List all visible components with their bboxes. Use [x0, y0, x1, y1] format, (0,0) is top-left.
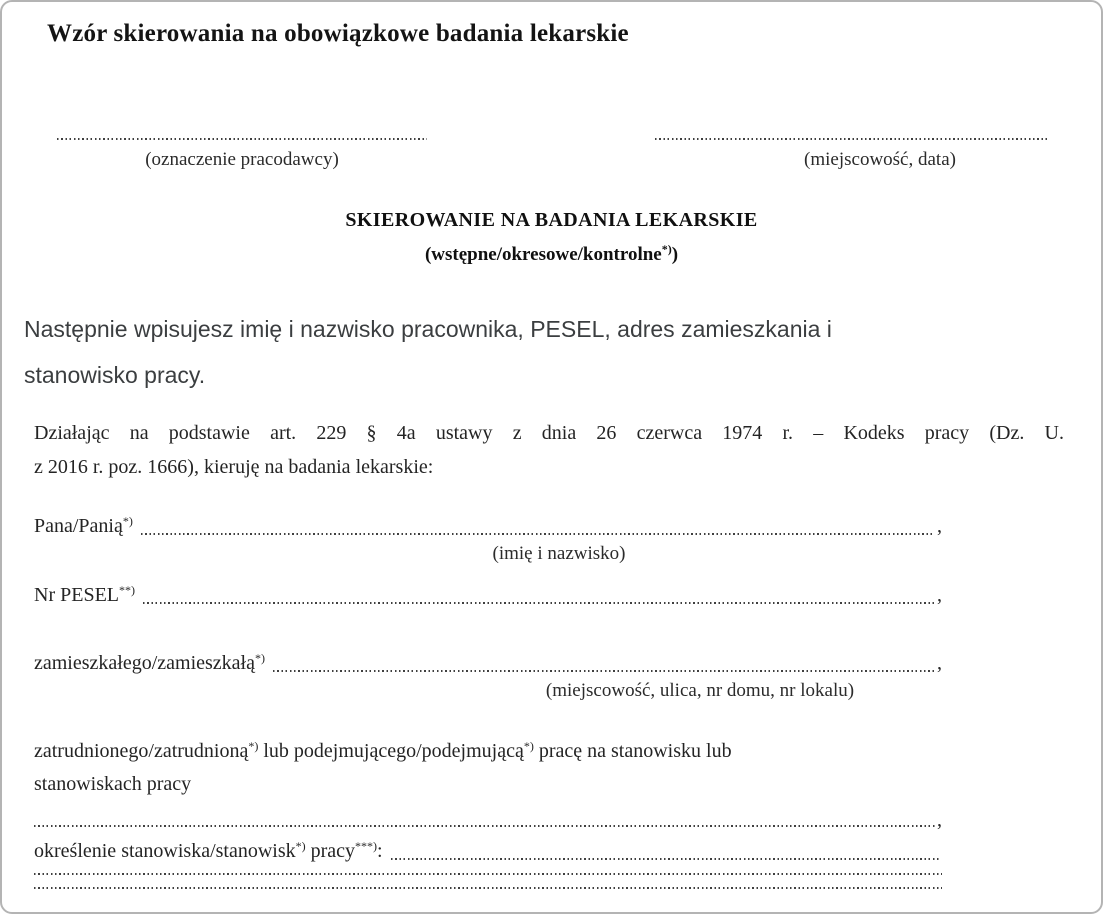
pesel-field-label: Nr PESEL**): [34, 583, 135, 606]
name-dotted-line: [141, 533, 935, 535]
header-fields-row: [57, 138, 1101, 173]
legal-basis-line1: Działając na podstawie art. 229 § 4a ustawy z dnia 26 czerwca 1974 r. – Kodeks pracy (Dz. U.: [34, 422, 1064, 444]
address-dotted-line: [273, 670, 935, 672]
name-trailing-comma: ,: [937, 515, 942, 537]
article-note-line1: Następnie wpisujesz imię i nazwisko pracownika, PESEL, adres zamieszkania i: [24, 316, 832, 342]
form-subheading-footnote-mark: *): [661, 242, 672, 256]
scan-form-section: [2, 416, 1101, 895]
article-note: [2, 306, 1101, 398]
address-field-label: zamieszkałego/zamieszkałą*): [34, 651, 265, 674]
address-trailing-comma: ,: [937, 652, 942, 674]
form-fields: [34, 508, 942, 895]
name-field-label: Pana/Panią*): [34, 514, 133, 537]
position-spec-label: określenie stanowiska/stanowisk*) pracy***):: [34, 839, 383, 862]
form-subheading-text: (wstępne/okresowe/kontrolne: [424, 244, 662, 265]
place-date-dotted-line: [655, 138, 1050, 140]
position-spec-footnote-mark-1: *): [295, 839, 306, 853]
position-dotted-line-3: [34, 887, 942, 895]
place-date-field: [655, 138, 1050, 173]
employer-field: [57, 138, 427, 173]
employer-dotted-line: [57, 138, 427, 140]
name-caption: (imię i nazwisko): [492, 543, 626, 564]
position-spec-dotted-line: [391, 858, 940, 860]
position-intro-paragraph: [34, 730, 942, 801]
form-subheading-close-paren: ): [671, 244, 679, 265]
position-dotted-line-1: [34, 807, 942, 833]
position-dotted-line-2: [34, 873, 942, 881]
address-footnote-mark: *): [255, 651, 265, 665]
position-trailing-comma: ,: [937, 809, 942, 831]
position-intro-line1: zatrudnionego/zatrudnioną*) lub podejmującego/podejmującą*) pracę na stanowisku lub: [34, 739, 732, 762]
address-field-row: [34, 645, 942, 677]
position-footnote-mark-1: *): [248, 739, 259, 753]
pesel-field-row: [34, 577, 942, 609]
pesel-trailing-comma: ,: [937, 584, 942, 606]
employer-caption: (oznaczenie pracodawcy): [145, 149, 339, 170]
article-note-line2: stanowisko pracy.: [24, 362, 206, 388]
form-subheading: [2, 234, 1101, 270]
pesel-footnote-mark: **): [119, 583, 135, 597]
pesel-dotted-line: [143, 602, 935, 604]
name-footnote-mark: *): [122, 514, 133, 528]
form-heading: SKIEROWANIE NA BADANIA LEKARSKIE: [345, 209, 758, 231]
address-caption: (miejscowość, ulica, nr domu, nr lokalu): [545, 680, 855, 701]
position-intro-line2: stanowiskach pracy: [34, 773, 192, 795]
name-field-row: [34, 508, 942, 540]
position-spec-footnote-mark-2: ***): [355, 839, 378, 853]
legal-basis-paragraph: [34, 416, 1064, 484]
scan-top-section: [2, 18, 1101, 270]
legal-basis-line2: z 2016 r. poz. 1666), kieruję na badania lekarskie:: [34, 456, 434, 478]
document-title: Wzór skierowania na obowiązkowe badania lekarskie: [47, 20, 629, 47]
place-date-caption: (miejscowość, data): [804, 149, 956, 170]
position-spec-row: [34, 833, 942, 865]
position-footnote-mark-2: *): [523, 739, 534, 753]
